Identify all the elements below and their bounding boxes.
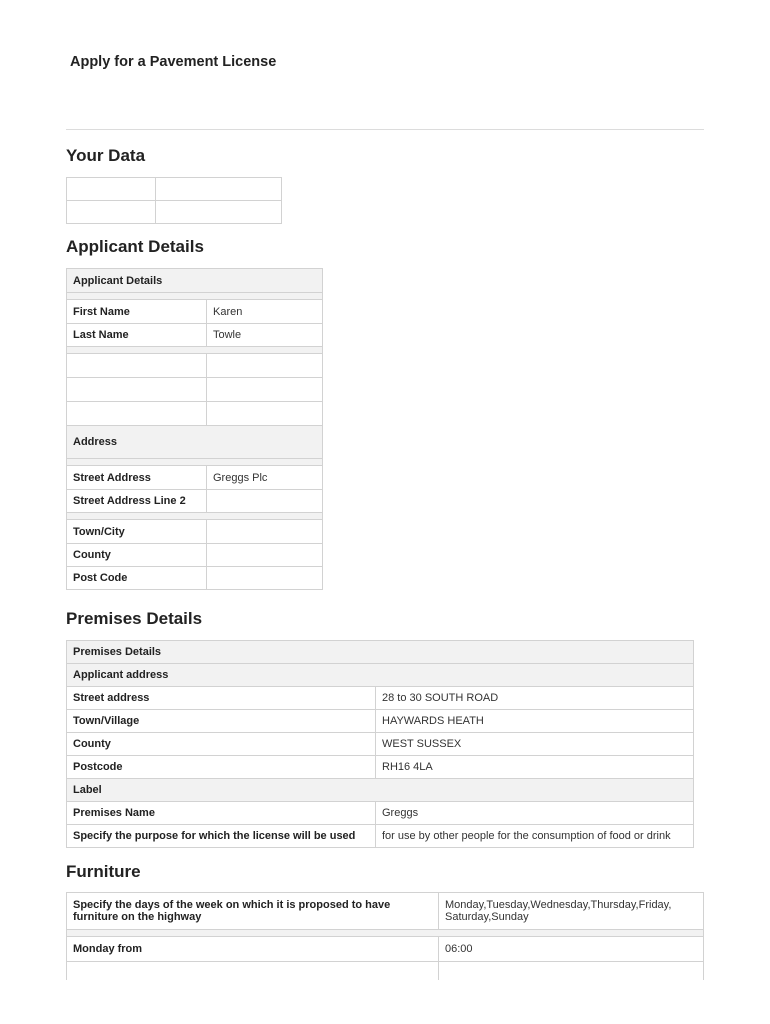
applicant-group-header-label: Applicant Details	[67, 269, 323, 293]
premises-group-header-label: Premises Details	[67, 641, 694, 664]
premises-postcode-row	[67, 756, 694, 779]
purpose-value: for use by other people for the consumption of food or drink	[376, 825, 694, 848]
table-row	[67, 178, 282, 201]
street-address-row	[67, 466, 323, 490]
premises-street-value: 28 to 30 SOUTH ROAD	[376, 687, 694, 710]
town-city-label: Town/City	[67, 520, 207, 544]
furniture-days-row	[67, 893, 704, 930]
premises-details-table	[66, 640, 694, 848]
premises-town-row	[67, 710, 694, 733]
last-name-row	[67, 324, 323, 347]
street-address-label: Street Address	[67, 466, 207, 490]
your-data-heading: Your Data	[66, 146, 146, 165]
premises-street-row	[67, 687, 694, 710]
first-name-value: Karen	[207, 300, 323, 324]
post-code-label: Post Code	[67, 567, 207, 590]
street-address-value: Greggs Plc	[207, 466, 323, 490]
label-header	[67, 779, 694, 802]
first-name-label: First Name	[67, 300, 207, 324]
premises-name-label: Premises Name	[67, 802, 376, 825]
post-code-value	[207, 567, 323, 590]
spacer-row	[67, 293, 323, 300]
address-header-label: Address	[67, 426, 323, 459]
post-code-row	[67, 567, 323, 590]
last-name-value: Towle	[207, 324, 323, 347]
premises-name-value: Greggs	[376, 802, 694, 825]
table-row	[67, 402, 323, 426]
premises-details-heading: Premises Details	[66, 609, 203, 628]
monday-from-value: 06:00	[439, 937, 704, 962]
street-address-2-label: Street Address Line 2	[67, 490, 207, 513]
county-value	[207, 544, 323, 567]
label-header-label: Label	[67, 779, 694, 802]
table-row	[67, 378, 323, 402]
table-row	[67, 201, 282, 224]
table-row	[67, 962, 704, 980]
premises-street-label: Street address	[67, 687, 376, 710]
premises-county-row	[67, 733, 694, 756]
purpose-row	[67, 825, 694, 848]
street-address-2-value	[207, 490, 323, 513]
first-name-row	[67, 300, 323, 324]
street-address-2-row	[67, 490, 323, 513]
your-data-table	[66, 177, 282, 224]
county-row	[67, 544, 323, 567]
spacer-row	[67, 930, 704, 937]
county-label: County	[67, 544, 207, 567]
town-city-row	[67, 520, 323, 544]
premises-town-value: HAYWARDS HEATH	[376, 710, 694, 733]
premises-postcode-label: Postcode	[67, 756, 376, 779]
applicant-details-table	[66, 268, 323, 590]
furniture-heading: Furniture	[66, 862, 141, 881]
spacer-row	[67, 513, 323, 520]
furniture-table	[66, 892, 704, 980]
premises-town-label: Town/Village	[67, 710, 376, 733]
title-divider	[66, 129, 704, 130]
applicant-group-header	[67, 269, 323, 293]
document-title: Apply for a Pavement License	[70, 54, 277, 70]
address-header	[67, 426, 323, 459]
premises-postcode-value: RH16 4LA	[376, 756, 694, 779]
premises-county-value: WEST SUSSEX	[376, 733, 694, 756]
applicant-address-header-label: Applicant address	[67, 664, 694, 687]
premises-name-row	[67, 802, 694, 825]
applicant-details-heading: Applicant Details	[66, 237, 204, 256]
applicant-address-header	[67, 664, 694, 687]
premises-group-header	[67, 641, 694, 664]
furniture-days-value: Monday,Tuesday,Wednesday,Thursday,Friday, Saturday,Sunday	[439, 893, 704, 930]
spacer-row	[67, 347, 323, 354]
last-name-label: Last Name	[67, 324, 207, 347]
table-row	[67, 354, 323, 378]
spacer-row	[67, 459, 323, 466]
premises-county-label: County	[67, 733, 376, 756]
furniture-days-label: Specify the days of the week on which it is proposed to have furniture on the highway	[67, 893, 439, 930]
monday-from-label: Monday from	[67, 937, 439, 962]
purpose-label: Specify the purpose for which the license will be used	[67, 825, 376, 848]
town-city-value	[207, 520, 323, 544]
monday-from-row	[67, 937, 704, 962]
